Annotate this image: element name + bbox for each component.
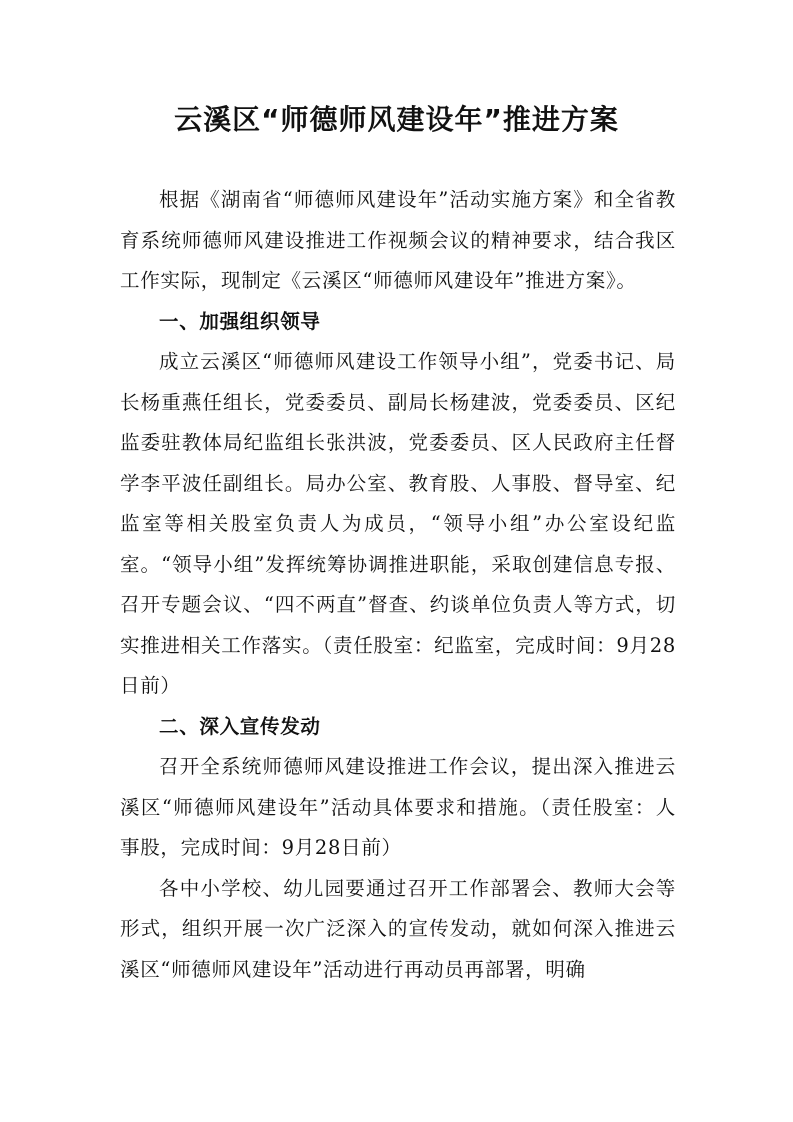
section-heading: 一、加强组织领导 [159,309,321,333]
section-paragraph: 各中小学校、幼儿园要通过召开工作部署会、教师大会等形式，组织开展一次广泛深入的宣传发动，就如何深入推进云溪区“师德师风建设年”活动进行再动员再部署，明确 [120,876,676,981]
document-title: 云溪区“师德师风建设年”推进方案 [174,103,619,136]
section-paragraph: 成立云溪区“师德师风建设工作领导小组”，党委书记、局长杨重燕任组长，党委委员、副局长杨建波，党委委员、区纪监委驻教体局纪监组长张洪波，党委委员、区人民政府主任督学李平波任副组长。局办公室、教育股、人事股、督导室、纪监室等相关股室负责人为成员，“领导小组”办公室设纪监室。“领导小组”发挥统筹协调推进职能，采取创建信息专报、召开专题会议、“四不两直”督查、约谈单位负责人等方式，切实推进相关工作落实。（责任股室：纪监室，完成时间：9月28日前） [120,350,676,697]
section-organization [120,302,676,707]
section-paragraph: 召开全系统师德师风建设推进工作会议，提出深入推进云溪区“师德师风建设年”活动具体要求和措施。（责任股室：人事股，完成时间：9月28日前） [120,755,676,859]
document-body [120,180,676,990]
intro-paragraph: 根据《湖南省“师德师风建设年”活动实施方案》和全省教育系统师德师风建设推进工作视频会议的精神要求，结合我区工作实际，现制定《云溪区“师德师风建设年”推进方案》。 [120,188,676,292]
section-publicity [120,707,676,991]
section-heading: 二、深入宣传发动 [159,714,321,738]
